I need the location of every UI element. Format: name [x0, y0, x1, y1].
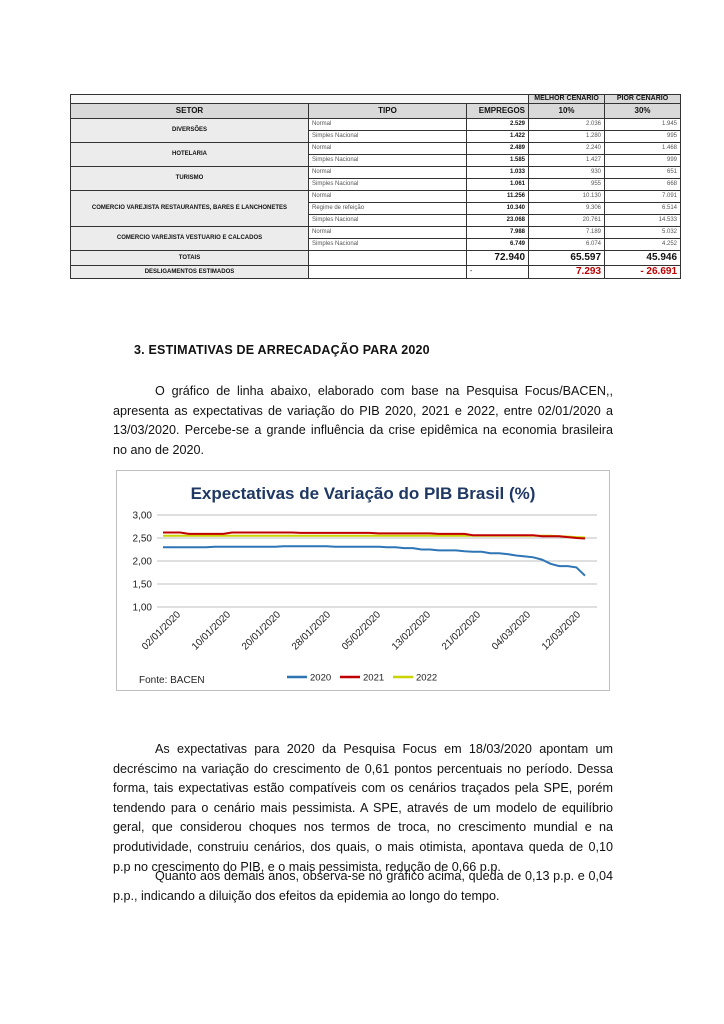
best-scenario-cell: 7.189: [529, 227, 605, 239]
header-worst-pct: 30%: [605, 104, 681, 119]
layoffs-row: [71, 266, 681, 279]
tipo-cell: Normal: [309, 191, 467, 203]
header-blank-cell: [71, 95, 529, 104]
setor-cell: DIVERSÕES: [71, 119, 309, 143]
gdp-expectations-chart: [116, 470, 610, 691]
x-tick-label: 02/01/2020: [139, 609, 184, 653]
totals-row: [71, 251, 681, 266]
table-row: [71, 167, 681, 179]
chart-x-axis: [140, 609, 583, 652]
y-tick-label: 2,50: [132, 533, 152, 545]
totals-label: TOTAIS: [71, 251, 309, 266]
x-tick-label: 20/01/2020: [239, 609, 284, 653]
y-tick-label: 1,50: [132, 579, 152, 591]
setor-cell: COMERCIO VAREJISTA VESTUARIO E CALCADOS: [71, 227, 309, 251]
employment-table: [70, 94, 681, 279]
worst-scenario-cell: 1.468: [605, 143, 681, 155]
tipo-cell: Normal: [309, 143, 467, 155]
chart-y-axis: [133, 511, 153, 614]
best-scenario-cell: 930: [529, 167, 605, 179]
empregos-cell: 1.033: [467, 167, 529, 179]
chart-series: [163, 533, 585, 576]
legend-label-2020: 2020: [310, 672, 332, 684]
header-empregos: EMPREGOS: [467, 104, 529, 119]
empregos-cell: 1.061: [467, 179, 529, 191]
best-scenario-cell: 6.074: [529, 239, 605, 251]
worst-scenario-cell: 1.945: [605, 119, 681, 131]
paragraph-intro: O gráfico de linha abaixo, elaborado com base na Pesquisa Focus/BACEN,, apresenta as expectativas de variação do PIB 2020, 2021 e 2022, entre 02/01/2020 a 13/03/2020. Percebe-se a grande influência da crise epidêmica na economia brasileira no ano de 2020.: [113, 384, 613, 457]
chart-svg: [117, 471, 609, 690]
header-best-pct: 10%: [529, 104, 605, 119]
empregos-cell: 7.988: [467, 227, 529, 239]
best-scenario-cell: 955: [529, 179, 605, 191]
empregos-cell: 11.256: [467, 191, 529, 203]
empregos-cell: 2.489: [467, 143, 529, 155]
x-tick-label: 13/02/2020: [389, 609, 434, 653]
chart-title: Expectativas de Variação do PIB Brasil (%): [190, 484, 536, 503]
tipo-cell: Normal: [309, 227, 467, 239]
best-scenario-cell: 10.130: [529, 191, 605, 203]
worst-scenario-cell: 5.032: [605, 227, 681, 239]
worst-scenario-cell: 651: [605, 167, 681, 179]
y-tick-label: 3,00: [132, 510, 152, 522]
x-tick-label: 10/01/2020: [189, 609, 234, 653]
tipo-cell: Normal: [309, 119, 467, 131]
paragraph-other-years: Quanto aos demais anos, observa-se no gráfico acima, queda de 0,13 p.p. e 0,04 p.p., indicando a diluição dos efeitos da epidemia ao longo do tempo.: [113, 869, 613, 903]
x-tick-label: 28/01/2020: [289, 609, 334, 653]
empregos-cell: 1.585: [467, 155, 529, 167]
table-row: [71, 191, 681, 203]
x-tick-label: 04/03/2020: [489, 609, 534, 653]
header-setor: SETOR: [71, 104, 309, 119]
table-row: [71, 227, 681, 239]
table-row: [71, 119, 681, 131]
chart-source: Fonte: BACEN: [139, 675, 205, 686]
legend-label-2022: 2022: [416, 672, 438, 684]
best-scenario-cell: 20.761: [529, 215, 605, 227]
worst-scenario-cell: 668: [605, 179, 681, 191]
best-scenario-cell: 2.240: [529, 143, 605, 155]
empregos-cell: 23.068: [467, 215, 529, 227]
tipo-cell: Simples Nacional: [309, 179, 467, 191]
legend-label-2021: 2021: [363, 672, 385, 684]
setor-cell: HOTELARIA: [71, 143, 309, 167]
header-tipo: TIPO: [309, 104, 467, 119]
layoffs-dash: -: [467, 266, 529, 279]
totals-empregos: 72.940: [467, 251, 529, 266]
empregos-cell: 10.340: [467, 203, 529, 215]
totals-tipo-blank: [309, 251, 467, 266]
worst-scenario-cell: 7.091: [605, 191, 681, 203]
worst-scenario-cell: 6.514: [605, 203, 681, 215]
layoffs-worst: - 26.691: [605, 266, 681, 279]
header-worst-scenario: PIOR CENÁRIO: [605, 95, 681, 104]
header-best-scenario: MELHOR CENÁRIO: [529, 95, 605, 104]
empregos-cell: 2.529: [467, 119, 529, 131]
tipo-cell: Simples Nacional: [309, 215, 467, 227]
chart-grid: [157, 515, 597, 607]
worst-scenario-cell: 999: [605, 155, 681, 167]
table-row: [71, 143, 681, 155]
x-tick-label: 12/03/2020: [539, 609, 584, 653]
y-tick-label: 1,00: [132, 602, 152, 614]
x-tick-label: 21/02/2020: [439, 609, 484, 653]
section-title: 3. ESTIMATIVAS DE ARRECADAÇÃO PARA 2020: [134, 343, 430, 357]
worst-scenario-cell: 995: [605, 131, 681, 143]
best-scenario-cell: 1.427: [529, 155, 605, 167]
best-scenario-cell: 9.306: [529, 203, 605, 215]
setor-cell: TURISMO: [71, 167, 309, 191]
best-scenario-cell: 1.280: [529, 131, 605, 143]
totals-worst: 45.946: [605, 251, 681, 266]
best-scenario-cell: 2.036: [529, 119, 605, 131]
tipo-cell: Regime de refeição: [309, 203, 467, 215]
chart-legend: [287, 673, 437, 684]
layoffs-best: 7.293: [529, 266, 605, 279]
worst-scenario-cell: 14.533: [605, 215, 681, 227]
layoffs-tipo-blank: [309, 266, 467, 279]
tipo-cell: Normal: [309, 167, 467, 179]
y-tick-label: 2,00: [132, 556, 152, 568]
worst-scenario-cell: 4.252: [605, 239, 681, 251]
employment-table-wrapper: [70, 94, 680, 279]
setor-cell: COMERCIO VAREJISTA RESTAURANTES, BARES E LANCHONETES: [71, 191, 309, 227]
empregos-cell: 6.749: [467, 239, 529, 251]
x-tick-label: 05/02/2020: [339, 609, 384, 653]
tipo-cell: Simples Nacional: [309, 239, 467, 251]
tipo-cell: Simples Nacional: [309, 155, 467, 167]
tipo-cell: Simples Nacional: [309, 131, 467, 143]
layoffs-label: DESLIGAMENTOS ESTIMADOS: [71, 266, 309, 279]
empregos-cell: 1.422: [467, 131, 529, 143]
totals-best: 65.597: [529, 251, 605, 266]
paragraph-analysis: As expectativas para 2020 da Pesquisa Focus em 18/03/2020 apontam um decréscimo na variação do crescimento de 0,61 pontos percentuais no período. Dessa forma, tais expectativas estão compatíveis com os cenários traçados pela SPE, porém tendendo para o cenário mais pessimista. A SPE, através de um modelo de equilíbrio geral, que considerou choques nos termos de troca, no crescimento mundial e na produtividade, construiu cenários, dos quais, o mais otimista, apontava queda de 0,10 p.p no crescimento do PIB, e o mais pessimista, redução de 0,66 p.p.: [113, 742, 613, 874]
